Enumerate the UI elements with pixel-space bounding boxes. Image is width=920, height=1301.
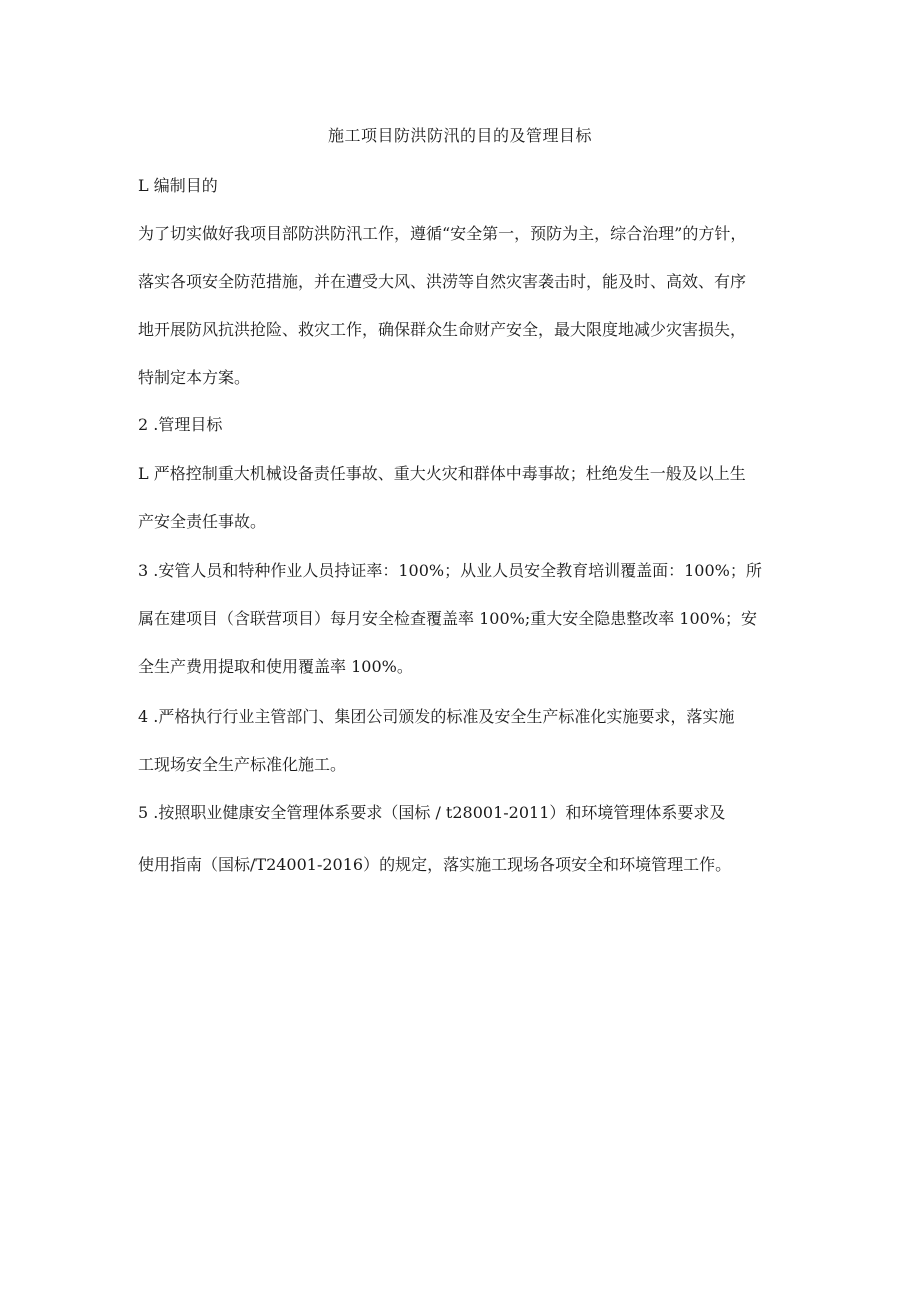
section-heading-purpose: L 编制目的 xyxy=(138,176,218,195)
list-item-line: L 严格控制重大机械设备责任事故、重大火灾和群体中毒事故；杜绝发生一般及以上生 xyxy=(138,464,746,483)
section-heading-goals: 2 .管理目标 xyxy=(138,415,223,434)
list-item-line: 产安全责任事故。 xyxy=(138,512,267,531)
list-item-line: 4 .严格执行行业主管部门、集团公司颁发的标准及安全生产标准化实施要求，落实施 xyxy=(138,707,735,726)
list-item-line: 5 .按照职业健康安全管理体系要求（国标 / t28001-2011）和环境管理体系要求及 xyxy=(138,803,726,822)
list-item-line: 属在建项目（含联营项目）每月安全检查覆盖率 100%;重大安全隐患整改率 100%；安 xyxy=(138,609,758,628)
list-item-line: 使用指南（国标/T24001-2016）的规定，落实施工现场各项安全和环境管理工作。 xyxy=(138,855,732,874)
paragraph-line: 地开展防风抗洪抢险、救灾工作，确保群众生命财产安全，最大限度地减少灾害损失， xyxy=(138,320,747,339)
list-item-line: 3 .安管人员和特种作业人员持证率：100%；从业人员安全教育培训覆盖面：100%；所 xyxy=(138,561,762,580)
paragraph-line: 落实各项安全防范措施，并在遭受大风、洪涝等自然灾害袭击时，能及时、高效、有序 xyxy=(138,272,747,291)
paragraph-line: 特制定本方案。 xyxy=(138,368,251,387)
list-item-line: 工现场安全生产标准化施工。 xyxy=(138,755,347,774)
paragraph-line: 为了切实做好我项目部防洪防汛工作，遵循“安全第一，预防为主，综合治理”的方针， xyxy=(138,224,747,243)
document-title: 施工项目防洪防汛的目的及管理目标 xyxy=(327,126,592,145)
list-item-line: 全生产费用提取和使用覆盖率 100%。 xyxy=(138,657,413,676)
